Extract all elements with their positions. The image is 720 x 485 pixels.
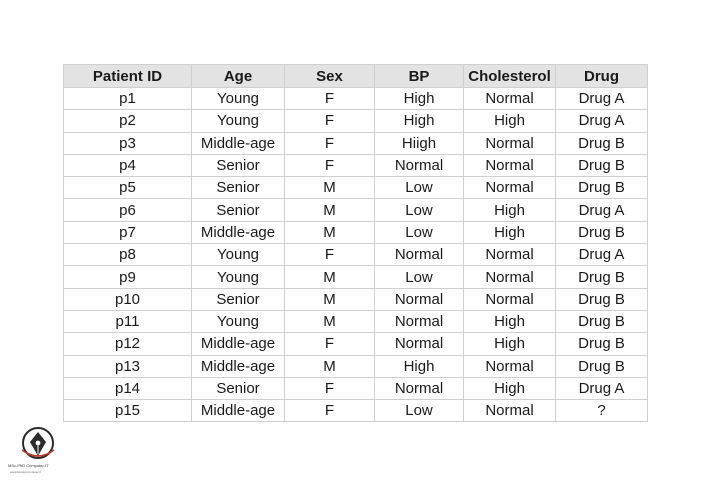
table-cell: Drug B xyxy=(556,288,648,310)
table-cell: p9 xyxy=(64,266,192,288)
table-cell: High xyxy=(464,110,556,132)
table-cell: Normal xyxy=(464,355,556,377)
table-cell: Drug B xyxy=(556,333,648,355)
table-cell: Drug B xyxy=(556,132,648,154)
table-cell: Senior xyxy=(192,377,285,399)
table-cell: p4 xyxy=(64,154,192,176)
table-cell: Normal xyxy=(375,288,464,310)
table-row xyxy=(64,310,648,332)
table-cell: F xyxy=(285,154,375,176)
table-body xyxy=(64,88,648,422)
table-cell: p13 xyxy=(64,355,192,377)
table-cell: Young xyxy=(192,266,285,288)
table-row xyxy=(64,132,648,154)
table-cell: Middle-age xyxy=(192,333,285,355)
table-cell: Drug A xyxy=(556,244,648,266)
table-cell: p2 xyxy=(64,110,192,132)
table-cell: Drug B xyxy=(556,310,648,332)
column-header: Drug xyxy=(556,65,648,88)
table-cell: Drug B xyxy=(556,355,648,377)
patient-drug-table xyxy=(63,64,648,422)
table-row xyxy=(64,266,648,288)
column-header: BP xyxy=(375,65,464,88)
table-cell: High xyxy=(464,221,556,243)
pen-nib-logo-icon xyxy=(16,426,60,464)
column-header: Cholesterol xyxy=(464,65,556,88)
table-cell: Normal xyxy=(464,266,556,288)
table-cell: Normal xyxy=(464,132,556,154)
table-cell: M xyxy=(285,355,375,377)
table-row xyxy=(64,177,648,199)
table-cell: Senior xyxy=(192,288,285,310)
table-cell: High xyxy=(464,199,556,221)
table-row xyxy=(64,244,648,266)
table-row xyxy=(64,288,648,310)
table-row xyxy=(64,400,648,422)
table-cell: p14 xyxy=(64,377,192,399)
table-cell: Senior xyxy=(192,199,285,221)
table-cell: Drug A xyxy=(556,377,648,399)
table-cell: F xyxy=(285,377,375,399)
logo-url-text: www.konkurcomputer.ir xyxy=(10,470,42,474)
table-cell: p8 xyxy=(64,244,192,266)
table-cell: Senior xyxy=(192,154,285,176)
column-header: Age xyxy=(192,65,285,88)
table-cell: p12 xyxy=(64,333,192,355)
table-cell: p1 xyxy=(64,88,192,110)
table-cell: Drug B xyxy=(556,177,648,199)
table-row xyxy=(64,154,648,176)
table-row xyxy=(64,221,648,243)
table-cell: F xyxy=(285,88,375,110)
table-cell: Middle-age xyxy=(192,400,285,422)
site-logo xyxy=(8,426,68,478)
table-row xyxy=(64,88,648,110)
table-cell: Young xyxy=(192,244,285,266)
table-cell: p11 xyxy=(64,310,192,332)
table-cell: Low xyxy=(375,221,464,243)
table-cell: High xyxy=(464,333,556,355)
table-cell: Drug B xyxy=(556,221,648,243)
table-cell: High xyxy=(375,355,464,377)
logo-brand-text: MSc-PhD Computer-IT xyxy=(8,463,49,468)
column-header: Patient ID xyxy=(64,65,192,88)
table-cell: Normal xyxy=(375,333,464,355)
table-row xyxy=(64,355,648,377)
column-header: Sex xyxy=(285,65,375,88)
table-cell: M xyxy=(285,221,375,243)
table-cell: M xyxy=(285,288,375,310)
table-cell: ? xyxy=(556,400,648,422)
table-cell: F xyxy=(285,132,375,154)
table-cell: p6 xyxy=(64,199,192,221)
table-cell: p10 xyxy=(64,288,192,310)
table-row xyxy=(64,199,648,221)
table-cell: Young xyxy=(192,110,285,132)
table-cell: Senior xyxy=(192,177,285,199)
table-cell: Normal xyxy=(375,310,464,332)
table-cell: Middle-age xyxy=(192,221,285,243)
table-cell: p3 xyxy=(64,132,192,154)
table-cell: Normal xyxy=(464,177,556,199)
table-cell: p7 xyxy=(64,221,192,243)
table-cell: M xyxy=(285,199,375,221)
table-cell: F xyxy=(285,400,375,422)
table-cell: Normal xyxy=(464,400,556,422)
table-row xyxy=(64,110,648,132)
table-cell: High xyxy=(375,110,464,132)
table-cell: Young xyxy=(192,88,285,110)
table-cell: Drug A xyxy=(556,199,648,221)
table-cell: p15 xyxy=(64,400,192,422)
table-cell: F xyxy=(285,333,375,355)
table-cell: M xyxy=(285,266,375,288)
table-cell: Normal xyxy=(464,244,556,266)
table-cell: High xyxy=(464,310,556,332)
table-cell: Drug A xyxy=(556,110,648,132)
table-cell: Young xyxy=(192,310,285,332)
header-row xyxy=(64,65,648,88)
table-cell: Hiigh xyxy=(375,132,464,154)
table-cell: Middle-age xyxy=(192,132,285,154)
table-cell: High xyxy=(375,88,464,110)
table-cell: Low xyxy=(375,199,464,221)
table-cell: F xyxy=(285,110,375,132)
table-cell: p5 xyxy=(64,177,192,199)
table-cell: Middle-age xyxy=(192,355,285,377)
table-cell: M xyxy=(285,177,375,199)
table-cell: Low xyxy=(375,266,464,288)
table-cell: Normal xyxy=(375,154,464,176)
table-row xyxy=(64,377,648,399)
table-cell: Normal xyxy=(464,88,556,110)
table-cell: High xyxy=(464,377,556,399)
table-cell: Normal xyxy=(464,154,556,176)
table-cell: Normal xyxy=(464,288,556,310)
table-row xyxy=(64,333,648,355)
table-cell: Drug B xyxy=(556,154,648,176)
table-header xyxy=(64,65,648,88)
table-cell: Normal xyxy=(375,244,464,266)
table-cell: Drug B xyxy=(556,266,648,288)
table-cell: Drug A xyxy=(556,88,648,110)
table-cell: F xyxy=(285,244,375,266)
table-cell: Low xyxy=(375,177,464,199)
table-cell: Normal xyxy=(375,377,464,399)
table-cell: Low xyxy=(375,400,464,422)
table-cell: M xyxy=(285,310,375,332)
